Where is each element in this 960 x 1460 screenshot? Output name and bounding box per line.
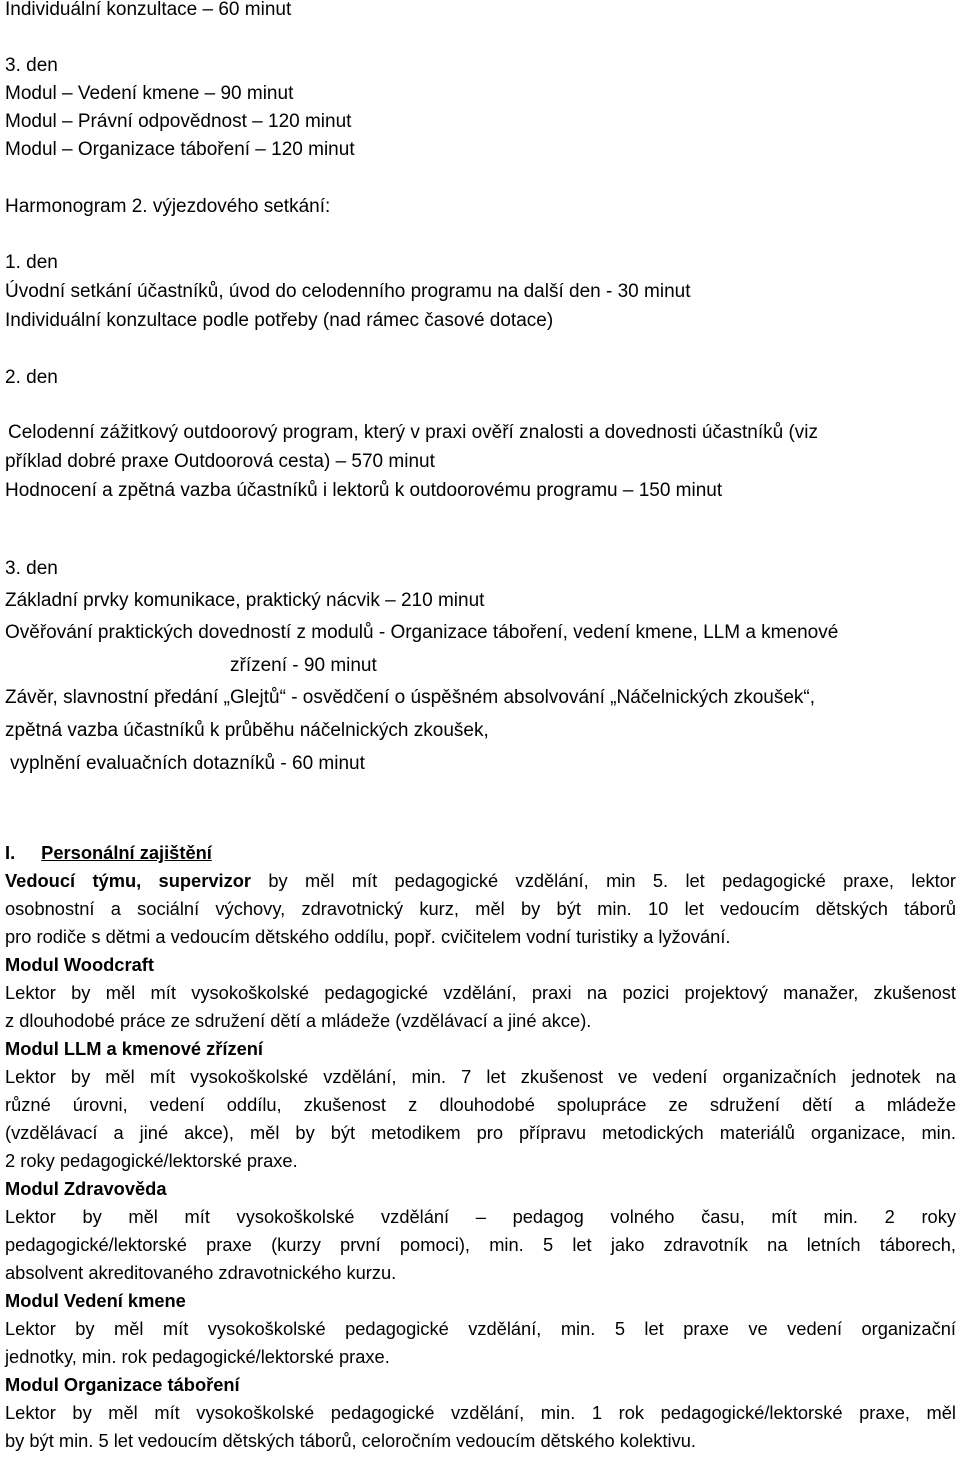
paragraph-line: různé úrovni, vedení oddílu, zkušenost z dlouhodobé spolupráce ze sdružení dětí a mládeže	[5, 1094, 956, 1115]
text-line: Základní prvky komunikace, praktický nácvik – 210 minut	[5, 590, 485, 611]
paragraph-line: jednotky, min. rok pedagogické/lektorské praxe.	[5, 1346, 390, 1367]
day-heading: 1. den	[5, 252, 58, 273]
text-line: zpětná vazba účastníků k průběhu náčelnických zkoušek,	[5, 720, 489, 741]
paragraph-line: Lektor by měl mít vysokoškolské vzdělání, min. 7 let zkušenost ve vedení organizačních jednotek na	[5, 1066, 956, 1087]
text-line: Modul – Vedení kmene – 90 minut	[5, 83, 294, 104]
text-line: Celodenní zážitkový outdoorový program, který v praxi ověří znalosti a dovednosti účastníků (viz	[8, 422, 818, 443]
text-line: Závěr, slavnostní předání „Glejtů“ - osvědčení o úspěšném absolvování „Náčelnických zkoušek“,	[5, 687, 815, 708]
paragraph-line: Lektor by měl mít vysokoškolské pedagogické vzdělání, praxi na pozici projektový manažer, zkušenost	[5, 982, 956, 1003]
paragraph-line: Lektor by měl mít vysokoškolské pedagogické vzdělání, min. 1 rok pedagogické/lektorské praxe, měl	[5, 1402, 956, 1423]
module-heading: Modul Woodcraft	[5, 954, 154, 975]
paragraph-line: Lektor by měl mít vysokoškolské pedagogické vzdělání, min. 5 let praxe ve vedení organizační	[5, 1318, 956, 1339]
day-heading: 3. den	[5, 55, 58, 76]
schedule-heading: Harmonogram 2. výjezdového setkání:	[5, 196, 331, 217]
paragraph-line: pro rodiče s dětmi a vedoucím dětského oddílu, popř. cvičitelem vodní turistiky a lyžování.	[5, 926, 731, 947]
paragraph-line: z dlouhodobé práce ze sdružení dětí a mládeže (vzdělávací a jiné akce).	[5, 1010, 592, 1031]
text-line: Individuální konzultace podle potřeby (nad rámec časové dotace)	[5, 310, 554, 331]
module-heading: Modul Organizace táboření	[5, 1374, 240, 1395]
text-span: by měl mít pedagogické vzdělání, min 5. let pedagogické praxe, lektor	[268, 870, 956, 891]
paragraph-line: 2 roky pedagogické/lektorské praxe.	[5, 1150, 298, 1171]
module-heading: Modul Vedení kmene	[5, 1290, 186, 1311]
paragraph-line: (vzdělávací a jiné akce), měl by být metodikem pro přípravu metodických materiálů organizace, min.	[5, 1122, 956, 1143]
role-label: Vedoucí týmu, supervizor	[5, 870, 251, 891]
section-title: Personální zajištění	[41, 842, 212, 863]
text-line: Modul – Právní odpovědnost – 120 minut	[5, 111, 352, 132]
text-line: zřízení - 90 minut	[230, 655, 377, 676]
text-line: Ověřování praktických dovedností z modulů - Organizace táboření, vedení kmene, LLM a kmenové	[5, 622, 839, 643]
section-heading	[5, 839, 212, 867]
text-line: Individuální konzultace – 60 minut	[5, 0, 292, 20]
paragraph-line: by být min. 5 let vedoucím dětských táborů, celoročním vedoucím dětského kolektivu.	[5, 1430, 696, 1451]
text-line: vyplnění evaluačních dotazníků - 60 minut	[10, 753, 365, 774]
module-heading: Modul Zdravověda	[5, 1178, 167, 1199]
day-heading: 2. den	[5, 367, 58, 388]
paragraph-line: absolvent akreditovaného zdravotnického kurzu.	[5, 1262, 397, 1283]
text-line: Modul – Organizace táboření – 120 minut	[5, 139, 355, 160]
paragraph-line: pedagogické/lektorské praxe (kurzy první pomoci), min. 5 let jako zdravotník na letních táborech,	[5, 1234, 956, 1255]
paragraph-line: osobnostní a sociální výchovy, zdravotnický kurz, měl by být min. 10 let vedoucím dětských táborů	[5, 898, 956, 919]
text-line: Hodnocení a zpětná vazba účastníků i lektorů k outdoorovému programu – 150 minut	[5, 480, 723, 501]
paragraph-line	[5, 867, 956, 895]
text-line: příklad dobré praxe Outdoorová cesta) – 570 minut	[5, 451, 435, 472]
module-heading: Modul LLM a kmenové zřízení	[5, 1038, 263, 1059]
section-number: I.	[5, 842, 16, 863]
day-heading: 3. den	[5, 558, 58, 579]
text-line: Úvodní setkání účastníků, úvod do celodenního programu na další den - 30 minut	[5, 281, 691, 302]
paragraph-line: Lektor by měl mít vysokoškolské vzdělání – pedagog volného času, mít min. 2 roky	[5, 1206, 956, 1227]
